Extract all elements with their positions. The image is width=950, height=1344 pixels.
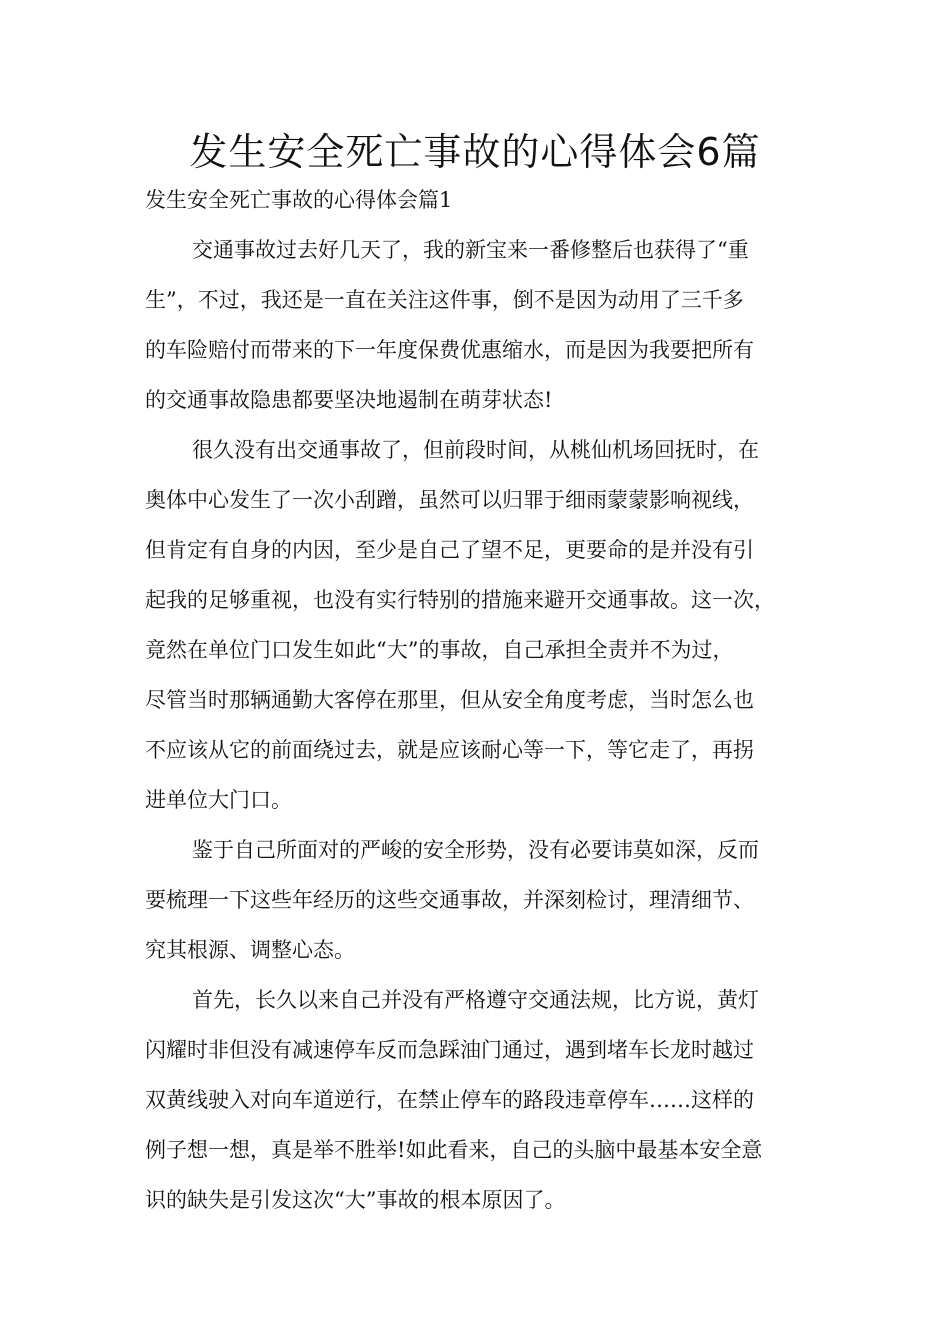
paragraph-line: 起我的足够重视，也没有实行特别的措施来避开交通事故。这一次， [145,588,775,612]
paragraph-line: 例子想一想，真是举不胜举!如此看来，自己的头脑中最基本安全意 [145,1138,763,1162]
paragraph-line: 双黄线驶入对向车道逆行，在禁止停车的路段违章停车……这样的 [145,1088,754,1112]
paragraph [145,828,825,978]
paragraph [145,228,825,428]
paragraph-line: 识的缺失是引发这次“大”事故的根本原因了。 [145,1188,566,1212]
paragraph-line: 竟然在单位门口发生如此“大”的事故，自己承担全责并不为过， [145,638,734,662]
paragraph-line: 尽管当时那辆通勤大客停在那里，但从安全角度考虑，当时怎么也 [145,688,754,712]
paragraph-line: 的车险赔付而带来的下一年度保费优惠缩水，而是因为我要把所有 [145,338,754,362]
paragraph-line: 要梳理一下这些年经历的这些交通事故，并深刻检讨，理清细节、 [145,888,754,912]
document-title: 发生安全死亡事故的心得体会6篇 [189,130,761,174]
paragraph-line: 的交通事故隐患都要坚决地遏制在萌芽状态! [145,388,553,412]
paragraph-line: 生”，不过，我还是一直在关注这件事，倒不是因为动用了三千多 [145,288,744,312]
paragraph-line: 闪耀时非但没有减速停车反而急踩油门通过，遇到堵车长龙时越过 [145,1038,754,1062]
paragraph-line: 进单位大门口。 [145,788,292,812]
paragraph-line: 究其根源、调整心态。 [145,938,355,962]
paragraph-line: 不应该从它的前面绕过去，就是应该耐心等一下，等它走了，再拐 [145,738,754,762]
paragraph-line: 但肯定有自身的内因，至少是自己了望不足，更要命的是并没有引 [145,538,754,562]
paragraph [145,978,825,1228]
paragraph-line: 交通事故过去好几天了，我的新宝来一番修整后也获得了“重 [192,238,749,262]
section-heading: 发生安全死亡事故的心得体会篇1 [145,188,453,212]
paragraph-line: 鉴于自己所面对的严峻的安全形势，没有必要讳莫如深，反而 [192,838,759,862]
paragraph-line: 奥体中心发生了一次小刮蹭，虽然可以归罪于细雨蒙蒙影响视线， [145,488,754,512]
paragraph [145,428,825,828]
document-body [145,228,825,1228]
paragraph-line: 首先，长久以来自己并没有严格遵守交通法规，比方说，黄灯 [192,988,759,1012]
paragraph-line: 很久没有出交通事故了，但前段时间，从桃仙机场回抚时，在 [192,438,759,462]
